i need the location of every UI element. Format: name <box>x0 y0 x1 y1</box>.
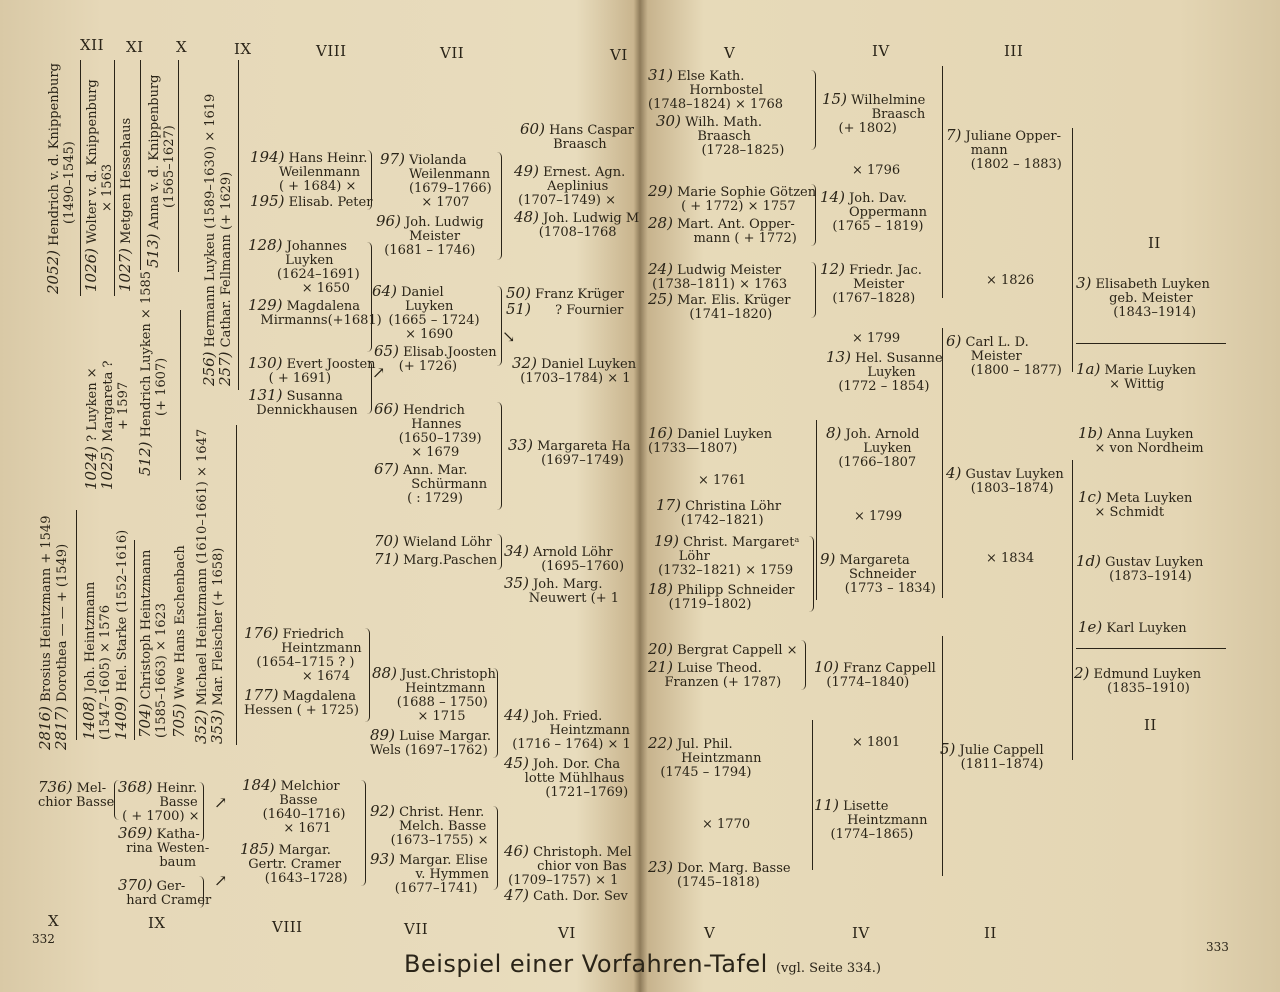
ancestor-entry: × 1796 <box>852 163 901 178</box>
bracket-line <box>238 60 239 390</box>
page-number: 333 <box>1206 940 1229 954</box>
ancestor-entry: 369) Katha- rina Westen- baum <box>118 824 210 870</box>
ancestor-entry: 368) Heinr. Basse ( + 1700) × <box>118 778 200 824</box>
ancestor-entry: 20) Bergrat Cappell × <box>648 640 798 658</box>
ancestor-entry: 9) Margareta Schneider (1773 – 1834) <box>820 550 936 596</box>
bracket-line <box>114 60 115 296</box>
ancestor-entry: 71) Marg.Paschen <box>374 550 498 568</box>
generation-numeral: II <box>1144 716 1157 734</box>
divider <box>1076 648 1226 649</box>
ancestor-entry: 97) Violanda Weilenmann (1679–1766) × 1707 <box>380 150 492 210</box>
divider <box>1076 343 1226 344</box>
ancestor-entry: 50) Franz Krüger <box>506 284 624 302</box>
bracket-line <box>942 66 943 298</box>
arrow-icon: ↗ <box>214 871 228 890</box>
ancestor-entry: 194) Hans Heinr. Weilenmann ( + 1684) × <box>250 148 368 194</box>
ancestor-entry: 34) Arnold Löhr (1695–1760) <box>504 542 625 574</box>
ancestor-entry: 89) Luise Margar. Wels (1697–1762) <box>370 726 492 758</box>
generation-numeral: IX <box>234 40 252 58</box>
bracket-line <box>114 780 120 820</box>
ancestor-entry: × 1801 <box>852 735 901 750</box>
bracket-line <box>76 510 77 740</box>
ancestor-entry: 14) Joh. Dav. Oppermann (1765 – 1819) <box>820 188 927 234</box>
vertical-entry: 1409) Hel. Starke (1552–1616) <box>112 529 130 740</box>
generation-numeral: XII <box>80 36 105 54</box>
vertical-entry: 705) Wwe Hans Eschenbach <box>170 545 188 738</box>
ancestor-entry: 6) Carl L. D. Meister (1800 – 1877) <box>946 332 1062 378</box>
ancestor-entry: 15) Wilhelmine Braasch (+ 1802) <box>822 90 926 136</box>
ancestor-entry: 3) Elisabeth Luyken geb. Meister (1843–1914) <box>1076 274 1210 320</box>
vertical-entry: 352) Michael Heintzmann (1610–1661) × 1647 <box>192 428 210 744</box>
ancestor-entry: 64) Daniel Luyken (1665 – 1724) × 1690 <box>372 282 480 342</box>
generation-numeral: VII <box>440 44 465 62</box>
ancestor-entry: 66) Hendrich Hannes (1650–1739) × 1679 <box>374 400 482 460</box>
vertical-entry: 2816) Brosius Heintzmann + 1549 <box>36 515 54 750</box>
ancestor-entry: 21) Luise Theod. Franzen (+ 1787) <box>648 658 782 690</box>
bracket-line <box>364 628 370 722</box>
ancestor-entry: 60) Hans Caspar Braasch <box>520 120 635 152</box>
generation-numeral: V <box>724 44 736 62</box>
ancestor-entry: 7) Juliane Opper- mann (1802 – 1883) <box>946 126 1062 172</box>
generation-numeral: X <box>48 912 60 930</box>
generation-numeral: III <box>1004 42 1024 60</box>
bracket-line <box>942 328 943 598</box>
ancestor-entry: × 1834 <box>986 551 1035 566</box>
ancestor-entry: 92) Christ. Henr. Melch. Basse (1673–1755) × <box>370 802 489 848</box>
ancestor-entry: 177) Magdalena Hessen ( + 1725) <box>244 686 359 718</box>
ancestor-entry: 736) Mel- chior Basse <box>38 778 115 810</box>
ancestor-entry: 22) Jul. Phil. Heintzmann (1745 – 1794) <box>648 734 762 780</box>
ancestor-entry: 17) Christina Löhr (1742–1821) <box>656 496 782 528</box>
ancestor-entry: 31) Else Kath. Hornbostel (1748–1824) × 1768 <box>648 66 784 112</box>
ancestor-entry: 128) Johannes Luyken (1624–1691) × 1650 <box>248 236 360 296</box>
generation-numeral: II <box>984 924 997 942</box>
ancestor-entry: 1c) Meta Luyken × Schmidt <box>1078 488 1193 520</box>
generation-numeral: VIII <box>272 918 303 936</box>
ancestor-entry: 12) Friedr. Jac. Meister (1767–1828) <box>820 260 922 306</box>
bracket-line <box>360 780 366 886</box>
ancestor-entry: 370) Ger- hard Cramer <box>118 876 212 908</box>
ancestor-entry: 46) Christoph. Mel chior von Bas (1709–1757) × 1 <box>504 842 632 888</box>
generation-numeral: XI <box>126 38 144 56</box>
ancestor-entry: 70) Wieland Löhr <box>374 532 492 550</box>
bracket-line <box>134 540 135 740</box>
ancestor-entry: 176) Friedrich Heintzmann (1654–1715 ? ) × 1674 <box>244 624 362 684</box>
right-page <box>640 0 1280 992</box>
bracket-line <box>198 876 204 908</box>
ancestor-entry: 45) Joh. Dor. Cha lotte Mühlhaus (1721–1769) <box>504 754 629 800</box>
vertical-entry: 2052) Hendrich v. d. Knippenburg (1490–1545) <box>44 63 77 294</box>
ancestor-entry: 48) Joh. Ludwig M (1708–1768 <box>514 208 640 240</box>
ancestor-entry: 35) Joh. Marg. Neuwert (+ 1 <box>504 574 619 606</box>
vertical-entry: 1027) Metgen Hessehaus <box>116 117 134 292</box>
vertical-entry: 1026) Wolter v. d. Knippenburg × 1563 <box>82 79 115 292</box>
ancestor-entry: 4) Gustav Luyken (1803–1874) <box>946 464 1064 496</box>
ancestor-entry: 32) Daniel Luyken (1703–1784) × 1 <box>512 354 637 386</box>
vertical-entry: 704) Christoph Heintzmann (1585–1663) × 1623 <box>136 549 169 738</box>
generation-numeral: IX <box>148 914 166 932</box>
ancestor-entry: 1a) Marie Luyken × Wittig <box>1076 360 1197 392</box>
ancestor-entry: 51) ? Fournier <box>506 300 624 318</box>
bracket-line <box>1072 128 1073 372</box>
ancestor-entry: 184) Melchior Basse (1640–1716) × 1671 <box>242 776 346 836</box>
arrow-icon: ↗ <box>214 793 228 812</box>
vertical-entry: 257) Cathar. Fellmann (+ 1629) <box>216 171 234 386</box>
ancestor-entry: 1b) Anna Luyken × von Nordheim <box>1078 424 1204 456</box>
generation-numeral: VII <box>404 920 429 938</box>
ancestor-entry: × 1799 <box>852 331 901 346</box>
generation-numeral: II <box>1148 234 1161 252</box>
ancestor-entry: 195) Elisab. Peter <box>250 192 373 210</box>
bracket-line <box>492 668 498 758</box>
ancestor-entry: 2) Edmund Luyken (1835–1910) <box>1074 664 1202 696</box>
ancestor-entry: 11) Lisette Heintzmann (1774–1865) <box>814 796 928 842</box>
ancestor-entry: 24) Ludwig Meister (1738–1811) × 1763 <box>648 260 788 292</box>
ancestor-entry: 96) Joh. Ludwig Meister (1681 – 1746) <box>376 212 484 258</box>
page-title: Beispiel einer Vorfahren-Tafel (vgl. Seite 334.) <box>404 950 881 978</box>
ancestor-entry: 19) Christ. Margaretᵃ Löhr (1732–1821) × 1759 <box>654 532 800 578</box>
generation-numeral: V <box>704 924 716 942</box>
vertical-entry: 512) Hendrich Luyken × 1585 (+ 1607) <box>136 270 169 476</box>
ancestor-entry: 129) Magdalena Mirmanns(+1681) <box>248 296 382 328</box>
ancestor-entry: 28) Mart. Ant. Opper- mann ( + 1772) <box>648 214 797 246</box>
bracket-line <box>366 150 372 210</box>
generation-numeral: IV <box>872 42 890 60</box>
bracket-line <box>198 782 204 842</box>
bracket-line <box>810 70 816 150</box>
vertical-entry: 353) Mar. Fleischer (+ 1658) <box>208 547 226 744</box>
page-number: 332 <box>32 932 55 946</box>
bracket-line <box>496 152 502 260</box>
vertical-entry: 2817) Dorothea — — + (1549) <box>52 543 70 750</box>
arrow-icon: ↗ <box>372 363 386 382</box>
ancestor-entry: × 1770 <box>702 817 751 832</box>
ancestor-entry: 23) Dor. Marg. Basse (1745–1818) <box>648 858 791 890</box>
ancestor-entry: 29) Marie Sophie Götzen ( + 1772) × 1757 <box>648 182 817 214</box>
ancestor-entry: 33) Margareta Ha (1697–1749) <box>508 436 631 468</box>
ancestor-entry: 47) Cath. Dor. Sev <box>504 886 628 904</box>
ancestor-entry: 13) Hel. Susanne Luyken (1772 – 1854) <box>826 348 943 394</box>
vertical-entry: 1024) ? Luyken × <box>82 367 100 490</box>
ancestor-entry: 30) Wilh. Math. Braasch (1728–1825) <box>656 112 785 158</box>
ancestor-entry: 1d) Gustav Luyken (1873–1914) <box>1076 552 1204 584</box>
ancestor-entry: × 1799 <box>854 509 903 524</box>
bracket-line <box>810 262 816 318</box>
bracket-line <box>496 286 502 366</box>
ancestor-entry: 25) Mar. Elis. Krüger (1741–1820) <box>648 290 791 322</box>
bracket-line <box>1072 460 1073 760</box>
ancestor-entry: 49) Ernest. Agn. Aeplinius (1707–1749) × <box>514 162 626 208</box>
generation-numeral: X <box>176 38 188 56</box>
vertical-entry: 513) Anna v. d. Knippenburg (1565–1627) <box>144 74 177 268</box>
ancestor-entry: 88) Just.Christoph Heintzmann (1688 – 1750) × 1715 <box>372 664 496 724</box>
ancestor-entry: 18) Philipp Schneider (1719–1802) <box>648 580 795 612</box>
ancestor-entry: 10) Franz Cappell (1774–1840) <box>814 658 936 690</box>
arrow-icon: ↘ <box>502 327 516 346</box>
ancestor-entry: 16) Daniel Luyken (1733—1807) <box>648 424 773 456</box>
ancestor-entry: × 1826 <box>986 273 1035 288</box>
ancestor-entry: 67) Ann. Mar. Schürmann ( : 1729) <box>374 460 488 506</box>
bracket-line <box>810 184 816 246</box>
ancestor-entry: 185) Margar. Gertr. Cramer (1643–1728) <box>240 840 348 886</box>
bracket-line <box>496 534 502 570</box>
ancestor-entry: 131) Susanna Dennickhausen <box>248 386 358 418</box>
ancestor-entry: 5) Julie Cappell (1811–1874) <box>940 740 1044 772</box>
bracket-line <box>140 60 141 270</box>
bracket-line <box>942 636 943 876</box>
bracket-line <box>178 60 179 272</box>
ancestor-entry: 130) Evert Joosten ( + 1691) <box>248 354 376 386</box>
ancestor-entry: × 1761 <box>698 473 747 488</box>
bracket-line <box>236 425 237 745</box>
generation-numeral: VIII <box>316 42 347 60</box>
bracket-line <box>180 310 181 480</box>
bracket-line <box>812 720 813 870</box>
ancestor-entry: 65) Elisab.Joosten (+ 1726) <box>374 342 497 374</box>
generation-numeral: IV <box>852 924 870 942</box>
bracket-line <box>816 420 817 600</box>
vertical-entry: 256) Hermann Luykeu (1589–1630) × 1619 <box>200 93 218 386</box>
ancestor-entry: 1e) Karl Luyken <box>1078 618 1187 636</box>
bracket-line <box>496 402 502 510</box>
ancestor-entry: 93) Margar. Elise v. Hymmen (1677–1741) <box>370 850 489 896</box>
bracket-line <box>808 536 814 612</box>
bracket-line <box>800 640 806 690</box>
ancestor-entry: 44) Joh. Fried. Heintzmann (1716 – 1764) × 1 <box>504 706 631 752</box>
generation-numeral: VI <box>558 924 576 942</box>
ancestor-entry: 8) Joh. Arnold Luyken (1766–1807 <box>826 424 920 470</box>
bracket-line <box>80 60 81 296</box>
generation-numeral: VI <box>610 46 628 64</box>
vertical-entry: 1408) Joh. Heintzmann (1547–1605) × 1576 <box>80 581 113 740</box>
bracket-line <box>492 806 498 890</box>
vertical-entry: 1025) Margareta ? + 1597 <box>98 360 131 490</box>
